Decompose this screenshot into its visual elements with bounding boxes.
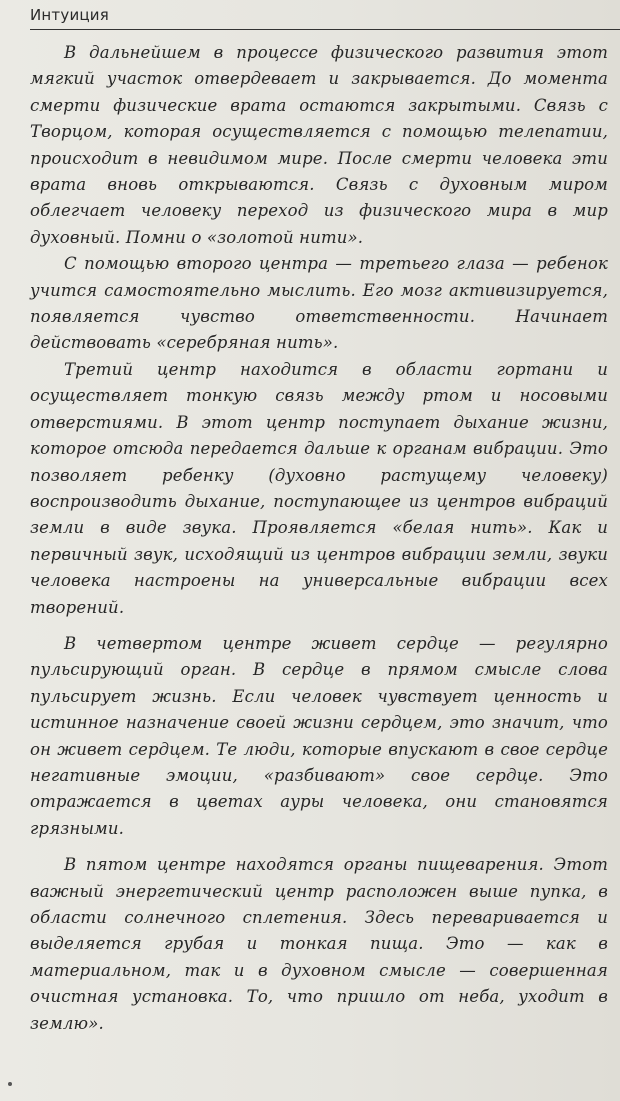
header-rule <box>30 29 620 30</box>
paragraph: В четвертом центре живет сердце — регулярно пульсирующий орган. В сердце в прямом смысле слова пульсирует жизнь. Если человек чувствует ценность и истинное назначение своей жизни сердцем, это значит, что он живет сердцем. Те люди, которые впускают в свое сердце негативные эмоции, «разбивают» свое сердце. Это отражается в цветах ауры человека, они становятся грязными. <box>30 633 608 838</box>
paragraph: В дальнейшем в процессе физического развития этот мягкий участок отвердевает и закрывается. До момента смерти физические врата остаются закрытыми. Связь с Творцом, которая осуществляется с помощью телепатии, происходит в невидимом мире. После смерти человека эти врата вновь открываются. Связь с духовным миром облегчает человеку переход из физического мира в мир духовный. Помни о «золотой нити». <box>30 43 608 247</box>
page-speck <box>8 1082 12 1086</box>
running-title: Интуиция <box>30 6 109 24</box>
body-text <box>30 40 608 1037</box>
paragraph: С помощью второго центра — третьего глаза — ребенок учится самостоятельно мыслить. Его мозг активизируется, появляется чувство ответственности. Начинает действовать «серебряная нить». <box>30 254 608 353</box>
paragraph: В пятом центре находятся органы пищеварения. Этот важный энергетический центр расположен выше пупка, в области солнечного сплетения. Здесь переваривается и выделяется грубая и тонкая пища. Это — как в материальном, так и в духовном смысле — совершенная очистная установка. То, что пришло от неба, уходит в землю». <box>30 855 608 1033</box>
paragraph: Третий центр находится в области гортани и осуществляет тонкую связь между ртом и носовыми отверстиями. В этот центр поступает дыхание жизни, которое отсюда передается дальше к органам вибрации. Это позволяет ребенку (духовно растущему человеку) воспроизводить дыхание, поступающее из центров вибраций земли в виде звука. Проявляется «белая нить». Как и первичный звук, исходящий из центров вибрации земли, звуки человека настроены на универсальные вибрации всех творений. <box>30 359 608 617</box>
